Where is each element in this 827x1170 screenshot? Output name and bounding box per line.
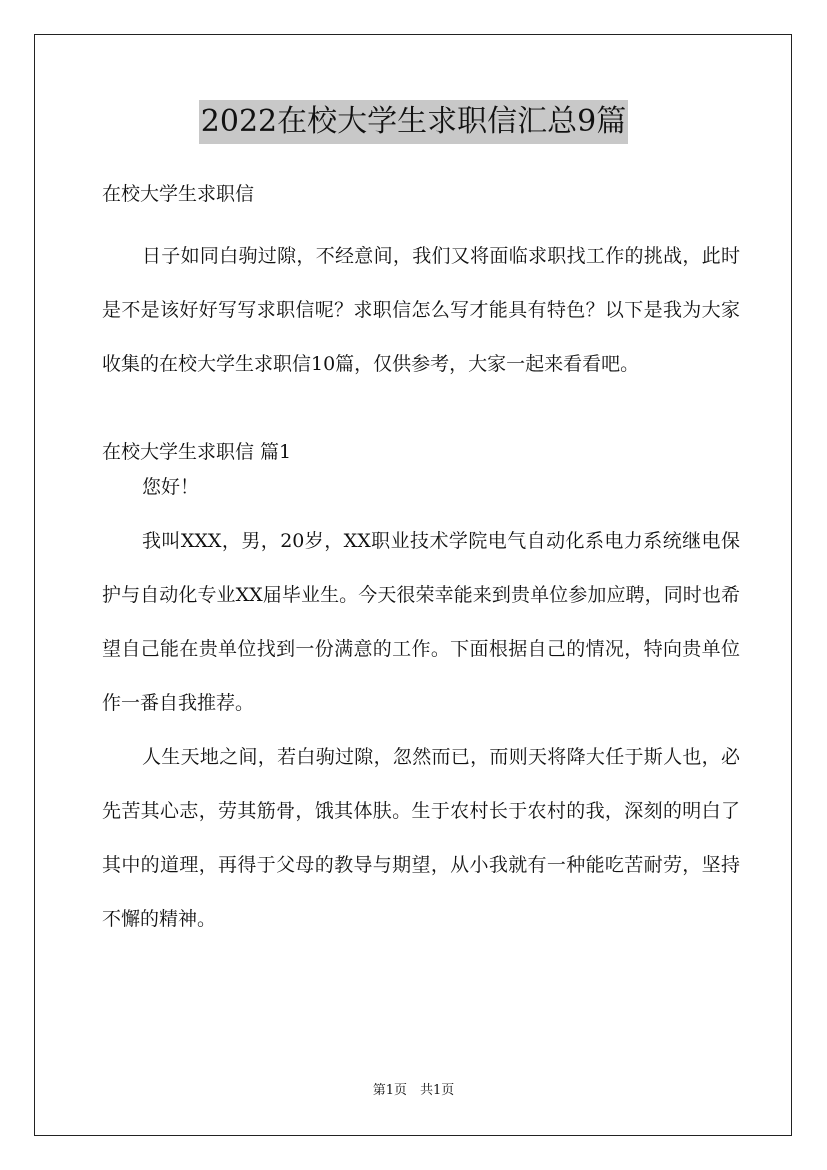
document-title: 2022在校大学生求职信汇总9篇 (199, 100, 628, 144)
subheading: 在校大学生求职信 (102, 183, 255, 205)
page-footer: 第1页 共1页 (372, 1083, 455, 1098)
body-paragraph-2: 人生天地之间，若白驹过隙，忽然而已，而则天将降大任于斯人也，必先苦其心志，劳其筋骨，饿其体肤。生于农村长于农村的我，深刻的明白了其中的道理，再得于父母的教导与期望，从小我就有一种能吃苦耐劳，坚持不懈的精神。 (102, 746, 740, 930)
body-paragraph-1: 我叫XXX，男，20岁，XX职业技术学院电气自动化系电力系统继电保护与自动化专业XX届毕业生。今天很荣幸能来到贵单位参加应聘，同时也希望自己能在贵单位找到一份满意的工作。下面根据自己的情况，特向贵单位作一番自我推荐。 (102, 530, 740, 714)
title-container (0, 100, 827, 144)
intro-paragraph: 日子如同白驹过隙，不经意间，我们又将面临求职找工作的挑战，此时是不是该好好写写求职信呢？求职信怎么写才能具有特色？以下是我为大家收集的在校大学生求职信10篇，仅供参考，大家一起来看看吧。 (102, 245, 740, 375)
greeting-line: 您好！ (142, 476, 200, 498)
section-heading: 在校大学生求职信 篇1 (102, 441, 292, 463)
document-body (102, 178, 740, 946)
